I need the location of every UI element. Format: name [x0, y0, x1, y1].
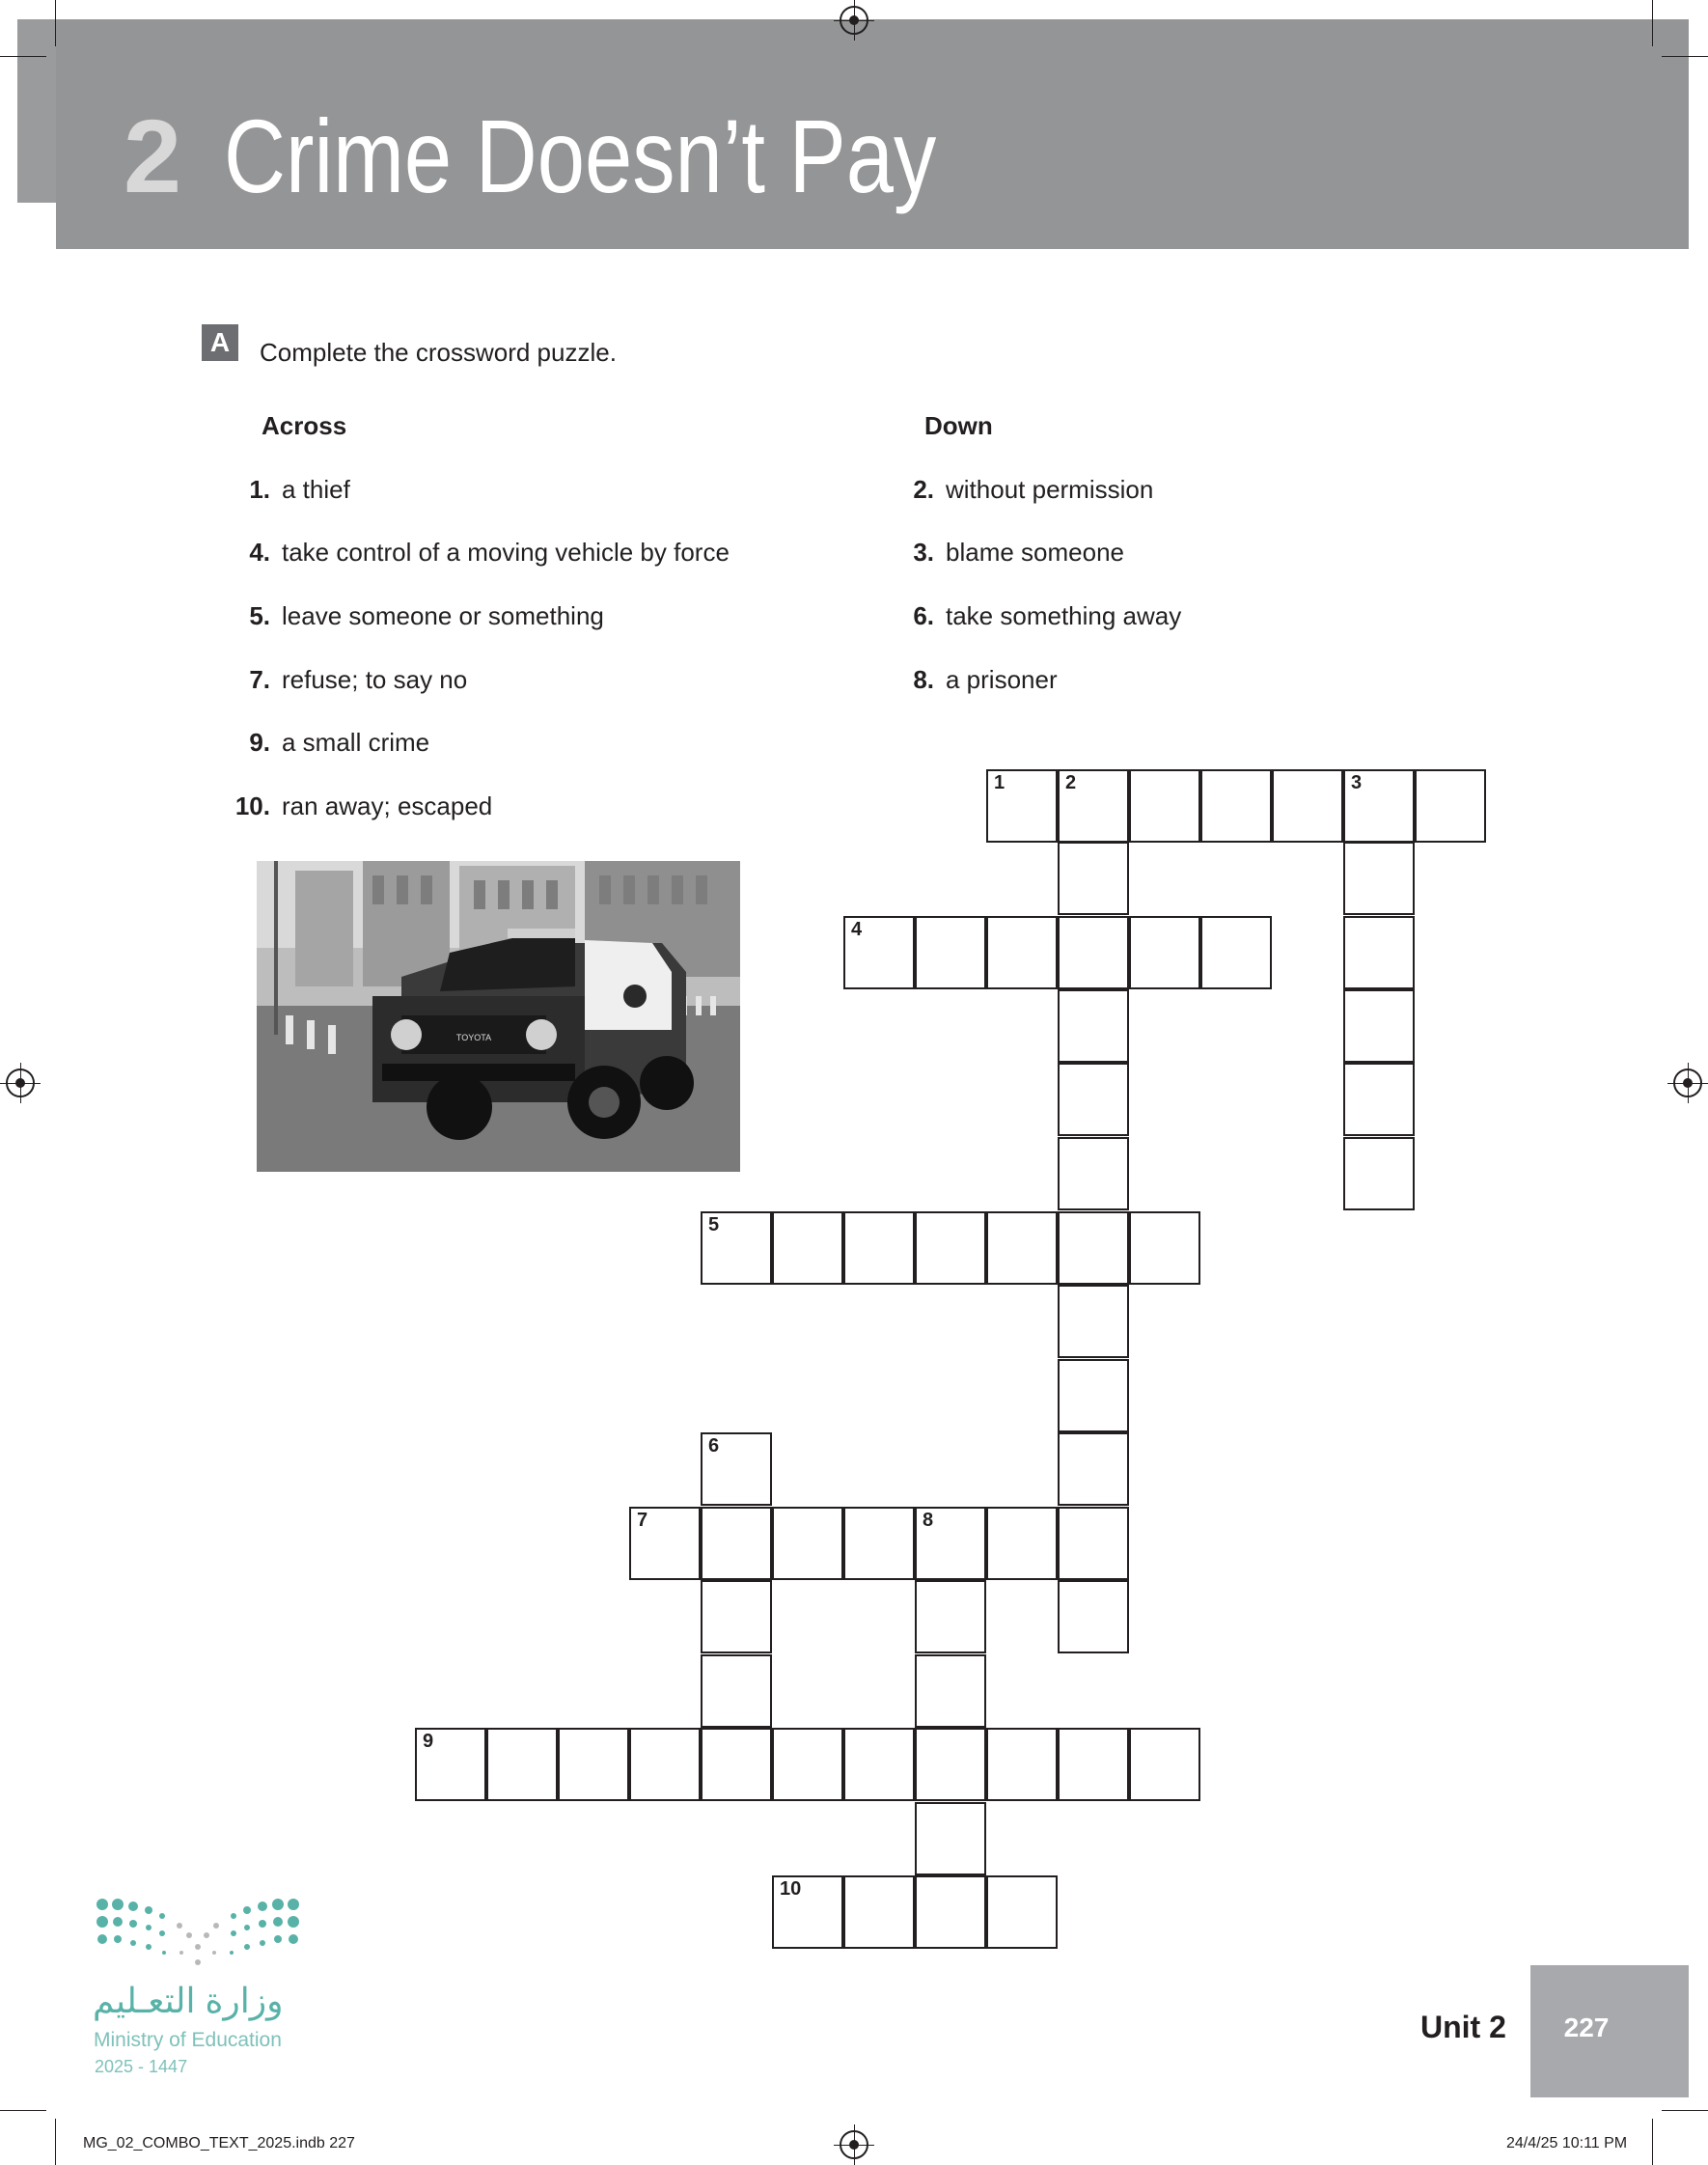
clue-number-8: 8 — [923, 1510, 934, 1531]
unit-label: Unit 2 — [1420, 2010, 1506, 2044]
clue-number-2: 2 — [1065, 772, 1077, 793]
crossword-cell[interactable] — [1129, 1728, 1200, 1801]
crossword-cell[interactable] — [1343, 842, 1415, 915]
crossword-cell[interactable] — [915, 1211, 986, 1285]
crossword-cell[interactable] — [986, 916, 1058, 989]
crossword-cell[interactable] — [986, 1507, 1058, 1580]
across-clue-4: 4. take control of a moving vehicle by force — [249, 538, 730, 567]
crossword-cell[interactable] — [1058, 1063, 1129, 1136]
crossword-cell[interactable] — [772, 1507, 843, 1580]
across-clue-9: 9. a small crime — [249, 728, 430, 757]
ministry-year: 2025 - 1447 — [95, 2057, 188, 2076]
crossword-cell[interactable] — [1058, 1359, 1129, 1432]
crossword-cell[interactable] — [1058, 1285, 1129, 1358]
print-slug-left: MG_02_COMBO_TEXT_2025.indb 227 — [83, 2135, 355, 2151]
clue-number-1: 1 — [994, 772, 1006, 793]
crop-mark — [1652, 2119, 1653, 2165]
clue-number-5: 5 — [708, 1214, 720, 1235]
crossword-cell[interactable] — [486, 1728, 558, 1801]
crossword-cell[interactable] — [415, 1728, 486, 1801]
crossword-cell[interactable] — [986, 1211, 1058, 1285]
crossword-cell[interactable] — [1058, 1137, 1129, 1210]
ministry-name-english: Ministry of Education — [94, 2029, 282, 2051]
crossword-cell[interactable] — [1343, 916, 1415, 989]
crossword-cell[interactable] — [1058, 769, 1129, 843]
crop-mark — [55, 0, 56, 46]
crossword-cell[interactable] — [915, 916, 986, 989]
crossword-cell[interactable] — [701, 1507, 772, 1580]
across-heading: Across — [262, 411, 347, 440]
crossword-cell[interactable] — [772, 1875, 843, 1949]
crossword-cell[interactable] — [915, 1802, 986, 1875]
crossword-cell[interactable] — [1058, 842, 1129, 915]
crossword-cell[interactable] — [915, 1580, 986, 1653]
crossword-cell[interactable] — [1058, 916, 1129, 989]
crossword-cell[interactable] — [843, 1507, 915, 1580]
police-car-photo — [257, 861, 740, 1172]
across-clue-5: 5. leave someone or something — [249, 601, 604, 630]
down-clue-2: 2. without permission — [913, 475, 1154, 504]
clue-number-7: 7 — [637, 1510, 648, 1531]
crossword-cell[interactable] — [629, 1728, 701, 1801]
exercise-badge: A — [202, 324, 238, 361]
crossword-cell[interactable] — [558, 1728, 629, 1801]
clue-number-3: 3 — [1351, 772, 1363, 793]
ministry-logo-icon — [95, 1897, 302, 1979]
crossword-cell[interactable] — [843, 916, 915, 989]
crop-mark — [0, 2110, 46, 2111]
crossword-cell[interactable] — [1058, 1432, 1129, 1506]
clue-number-4: 4 — [851, 919, 863, 940]
clue-number-6: 6 — [708, 1435, 720, 1457]
crossword-cell[interactable] — [843, 1728, 915, 1801]
crop-mark — [1662, 2110, 1708, 2111]
down-heading: Down — [924, 411, 993, 440]
crossword-cell[interactable] — [1200, 769, 1272, 843]
crossword-cell[interactable] — [701, 1728, 772, 1801]
crossword-cell[interactable] — [1415, 769, 1486, 843]
crop-mark — [0, 56, 46, 57]
clue-number-10: 10 — [780, 1878, 802, 1900]
crossword-cell[interactable] — [1343, 1137, 1415, 1210]
crossword-cell[interactable] — [1343, 1063, 1415, 1136]
vehicle-badge: TOYOTA — [455, 1033, 492, 1042]
crossword-cell[interactable] — [772, 1728, 843, 1801]
down-clue-8: 8. a prisoner — [913, 665, 1058, 694]
crossword-cell[interactable] — [1058, 1728, 1129, 1801]
crossword-cell[interactable] — [629, 1507, 701, 1580]
crossword-cell[interactable] — [772, 1211, 843, 1285]
crossword-cell[interactable] — [1129, 1211, 1200, 1285]
crossword-cell[interactable] — [915, 1654, 986, 1728]
crossword-cell[interactable] — [986, 1728, 1058, 1801]
crossword-cell[interactable] — [915, 1728, 986, 1801]
crossword-cell[interactable] — [986, 1875, 1058, 1949]
crossword-cell[interactable] — [1058, 1580, 1129, 1653]
registration-mark-icon — [840, 6, 868, 35]
crossword-cell[interactable] — [843, 1875, 915, 1949]
registration-mark-icon — [840, 2130, 868, 2159]
registration-mark-icon — [1673, 1069, 1702, 1097]
ministry-name-arabic: وزارة التعـليم — [93, 1981, 284, 2020]
crossword-cell[interactable] — [1058, 1507, 1129, 1580]
across-clue-1: 1. a thief — [249, 475, 350, 504]
page-title: Crime Doesn’t Pay — [224, 97, 937, 214]
crossword-cell[interactable] — [843, 1211, 915, 1285]
crop-mark — [1652, 0, 1653, 46]
crossword-cell[interactable] — [701, 1211, 772, 1285]
clue-number-9: 9 — [423, 1731, 434, 1752]
down-clue-3: 3. blame someone — [913, 538, 1124, 567]
crop-mark — [1662, 56, 1708, 57]
crossword-cell[interactable] — [701, 1580, 772, 1653]
crossword-cell[interactable] — [1058, 989, 1129, 1063]
page-number: 227 — [1563, 2012, 1610, 2042]
across-clue-7: 7. refuse; to say no — [249, 665, 468, 694]
across-clue-10: 10. ran away; escaped — [234, 791, 493, 820]
crossword-cell[interactable] — [1200, 916, 1272, 989]
crossword-cell[interactable] — [915, 1507, 986, 1580]
crossword-cell[interactable] — [1343, 769, 1415, 843]
crossword-cell[interactable] — [986, 769, 1058, 843]
registration-mark-icon — [6, 1069, 35, 1097]
crossword-cell[interactable] — [1129, 916, 1200, 989]
crossword-cell[interactable] — [915, 1875, 986, 1949]
instruction-text: Complete the crossword puzzle. — [260, 338, 617, 367]
unit-number: 2 — [124, 97, 182, 214]
down-clue-6: 6. take something away — [913, 601, 1182, 630]
crossword-cell[interactable] — [1343, 989, 1415, 1063]
crop-mark — [55, 2119, 56, 2165]
crossword-cell[interactable] — [1058, 1211, 1129, 1285]
crossword-cell[interactable] — [1272, 769, 1343, 843]
header-tab — [17, 19, 56, 203]
crossword-cell[interactable] — [1129, 769, 1200, 843]
crossword-cell[interactable] — [701, 1432, 772, 1506]
print-slug-right: 24/4/25 10:11 PM — [1506, 2135, 1628, 2151]
crossword-cell[interactable] — [701, 1654, 772, 1728]
